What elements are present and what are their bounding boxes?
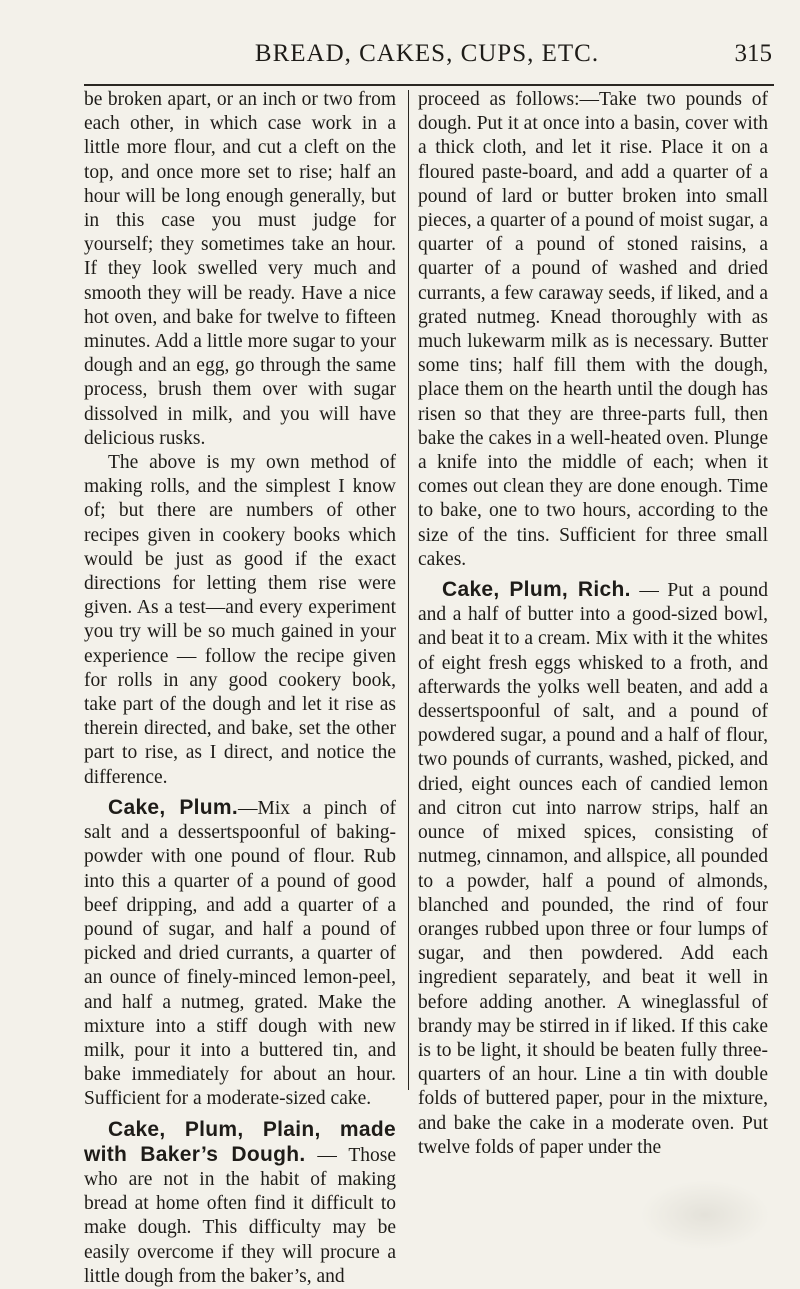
recipe-cake-plum-plain <box>84 1118 396 1289</box>
recipe-heading-cake-plum-rich: Cake, Plum, Rich. <box>442 578 631 602</box>
paper-smudge <box>640 1180 770 1250</box>
running-title: BREAD, CAKES, CUPS, ETC. <box>254 40 600 67</box>
left-column <box>84 88 396 1289</box>
recipe-cake-plum-rich <box>418 578 768 1160</box>
running-head <box>82 40 772 74</box>
recipe-text-cake-plum-plain: — Those who are not in the habit of making bread at home often find it difficult to make dough. This difficulty may be easily overcome if they will procure a little dough from the baker’s, and <box>84 1144 396 1287</box>
paragraph-own-method: The above is my own method of making rolls, and the simplest I know of; but there are numbers of other recipes given in cookery books which would be just as good if the exact directions for letting them rise were given. As a test—and every experiment you try will be so much gained in your experience — follow the recipe given for rolls in any good cookery book, take part of the dough and let it rise as therein directed, and bake, set the other part to rise, as I direct, and notice the difference. <box>84 452 396 788</box>
recipe-heading-cake-plum: Cake, Plum. <box>108 795 239 819</box>
recipe-text-cake-plum-rich: — Put a pound and a half of butter into a good-sized bowl, and beat it to a cream. Mix with it the whites of eight fresh eggs whisked to a froth, and afterwards the yolks well beaten, and add a dessertspoonful of salt, and a pound of powdered sugar, a pound and a half of flour, two pounds of currants, washed, picked, and dried, eight ounces each of candied lemon and citron cut into narrow strips, half an ounce of mixed spices, consisting of nutmeg, cinnamon, and allspice, all pounded to a powder, half a pound of almonds, blanched and pounded, the rind of four oranges rubbed upon three or four lumps of sugar, and then powdered. Add each ingredient separately, and beat it well in before adding another. A wineglassful of brandy may be stirred in if liked. If this cake is to be light, it should be beaten fully three-quarters of an hour. Line a tin with double folds of buttered paper, pour in the mixture, and bake the cake in a moderate oven. Put twelve folds of paper under the <box>418 580 769 1158</box>
recipe-cake-plum <box>84 796 396 1112</box>
column-divider <box>408 90 409 1090</box>
right-column <box>418 88 768 1160</box>
paragraph-proceed: proceed as follows:—Take two pounds of dough. Put it at once into a basin, cover with a thick cloth, and let it rise. Place it on a floured paste-board, and add a quarter of a pound of lard or butter broken into small pieces, a quarter of a pound of moist sugar, a quarter of a pound of stoned raisins, a quarter of a pound of washed and dried currants, a few caraway seeds, if liked, and a grated nutmeg. Knead thoroughly with as much lukewarm milk as is necessary. Butter some tins; half fill them with the dough, place them on the hearth until the dough has risen so that they are three-parts full, then bake the cakes in a well-heated oven. Plunge a knife into the middle of each; when it comes out clean they are done enough. Time to bake, one to two hours, according to the size of the tins. Sufficient for three small cakes. <box>418 89 768 570</box>
header-rule <box>84 84 774 86</box>
recipe-heading-cake-plum-plain: Cake, Plum, Plain, made with Baker’s Dough. <box>84 1117 396 1166</box>
recipe-text-cake-plum: —Mix a pinch of salt and a dessertspoonful of baking-powder with one pound of flour. Rub into this a quarter of a pound of good beef dripping, and add a quarter of a pound of sugar, and half a pound of picked and dried currants, a quarter of an ounce of finely-minced lemon-peel, and half a nutmeg, grated. Make the mixture into a stiff dough with new milk, pour it into a buttered tin, and bake immediately for about an hour. Sufficient for a moderate-sized cake. <box>84 797 396 1110</box>
page-number: 315 <box>734 40 772 67</box>
paragraph-continued-rolls: be broken apart, or an inch or two from each other, in which case work in a little more flour, and cut a cleft on the top, and once more set to rise; half an hour will be long enough generally, but in this case you must judge for yourself; they sometimes take an hour. If they look swelled very much and smooth they will be ready. Have a nice hot oven, and bake for twelve to fifteen minutes. Add a little more sugar to your dough and an egg, go through the same process, brush them over with sugar dissolved in milk, and you will have delicious rusks. <box>84 89 396 449</box>
